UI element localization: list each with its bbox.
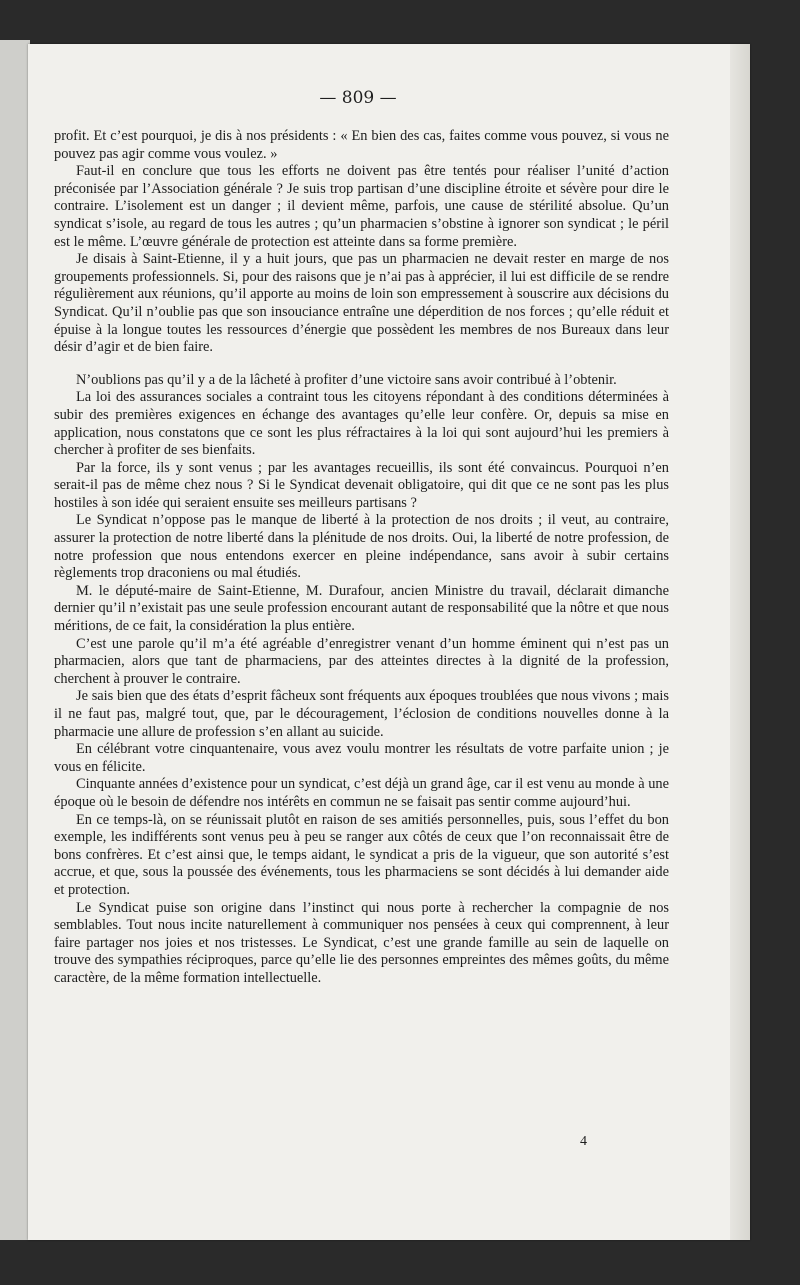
paragraph: En ce temps-là, on se réunissait plutôt en raison de ses amitiés personnelles, puis, sous l’effet du bon exemple, les indifférents sont venus peu à peu se ranger aux côtés de ceux que l’on reconnaissait être de bons confrères. Et c’est ainsi que, le temps aidant, le syndicat a pris de la vigueur, que son autorité s’est accrue, et que, sous la poussée des événements, tous les pharmaciens se sont décidés à lui demander aide et protection. xyxy=(54,811,669,898)
paragraph: profit. Et c’est pourquoi, je dis à nos présidents : « En bien des cas, faites comme vous pouvez, si vous ne pouvez pas agir comme vous voulez. » xyxy=(54,128,669,162)
paragraph: En célébrant votre cinquantenaire, vous avez voulu montrer les résultats de votre parfaite union ; je vous en félicite. xyxy=(54,741,669,775)
facing-page-edge xyxy=(0,40,30,1240)
body-text xyxy=(54,128,669,988)
paragraph: Cinquante années d’existence pour un syndicat, c’est déjà un grand âge, car il est venu au monde à une époque où le besoin de défendre nos intérêts en commun ne se faisait pas sentir comme aujourd’hui. xyxy=(54,776,669,810)
paragraph: Le Syndicat puise son origine dans l’instinct qui nous porte à rechercher la compagnie de nos semblables. Tout nous incite naturellement à communiquer nos pensées à ceux qui comprennent, à leur faire partager nos joies et nos tristesses. Le Syndicat, c’est une grande famille au sein de laquelle on trouve des sympathies réciproques, parce qu’elle lie des personnes empreintes des mêmes goûts, du même caractère, de la même formation intellectuelle. xyxy=(54,899,669,986)
paragraph: M. le député-maire de Saint-Etienne, M. Durafour, ancien Ministre du travail, déclarait dimanche dernier qu’il n’existait pas une seule profession encourant autant de responsabilité que la nôtre et que nous méritions, de ce fait, la considération la plus entière. xyxy=(54,582,669,635)
paragraph: La loi des assurances sociales a contraint tous les citoyens répondant à des conditions déterminées à subir des premières exigences en échange des avantages qu’elle leur confère. Or, depuis sa mise en application, nous constatons que ce sont les plus réfractaires à la loi qui sont aujourd’hui les premiers à chercher à profiter de ses bienfaits. xyxy=(54,389,669,459)
paragraph: Faut-il en conclure que tous les efforts ne doivent pas être tentés pour réaliser l’unité d’action préconisée par l’Association générale ? Je suis trop partisan d’une discipline étroite et sévère pour dire le contraire. L’isolement est un danger ; il devient même, parfois, une cause de stérilité absolue. Qu’un syndicat s’isole, au regard de tous les autres ; qu’un pharmacien s’obstine à ignorer son syndicat ; le péril est le même. L’œuvre générale de protection est atteinte dans sa forme première. xyxy=(54,163,669,250)
signature-mark: 4 xyxy=(580,1134,587,1149)
page-number: — 809 — xyxy=(319,88,397,108)
document-page xyxy=(28,44,750,1240)
paragraph: Par la force, ils y sont venus ; par les avantages recueillis, ils sont été convaincus. Pourquoi n’en serait-il pas de même chez nous ? Si le Syndicat devenait obligatoire, qui dit que ce ne sont pas les plus hostiles à son idée qui seraient ensuite ses meilleurs partisans ? xyxy=(54,459,669,511)
paragraph: Je sais bien que des états d’esprit fâcheux sont fréquents aux époques troublées que nous vivons ; mais il ne faut pas, malgré tout, que, par le découragement, l’éclosion de conditions nouvelles donne à la pharmacie une allure de profession s’en allant au suicide. xyxy=(54,688,669,740)
paragraph: C’est une parole qu’il m’a été agréable d’enregistrer venant d’un homme éminent qui n’est pas un pharmacien, alors que tant de pharmaciens, par des atteintes directes à la dignité de la profession, cherchent à prouver le contraire. xyxy=(54,635,669,687)
paragraph: Je disais à Saint-Etienne, il y a huit jours, que pas un pharmacien ne devait rester en marge de nos groupements professionnels. Si, pour des raisons que je n’ai pas à apprécier, il lui est difficile de se rendre régulièrement aux réunions, qu’il apporte au moins de loin son empressement à souscrire aux décisions du Syndicat. Qu’il n’oublie pas que son insouciance entraîne une déperdition de nos forces ; qu’elle réduit et épuise à la longue toutes les ressources d’énergie que possèdent les membres de nos Bureaux dans leur désir d’agir et de bien faire. xyxy=(54,251,669,356)
paragraph: N’oublions pas qu’il y a de la lâcheté à profiter d’une victoire sans avoir contribué à l’obtenir. xyxy=(76,371,617,388)
page-fore-edge xyxy=(730,44,750,1240)
paragraph: Le Syndicat n’oppose pas le manque de liberté à la protection de nos droits ; il veut, au contraire, assurer la protection de notre liberté dans la plénitude de nos droits. Oui, la liberté de notre profession, de notre profession que nous entendons exercer en pleine indépendance, sans avoir à subir certains règlements trop draconiens ou mal étudiés. xyxy=(54,512,669,582)
